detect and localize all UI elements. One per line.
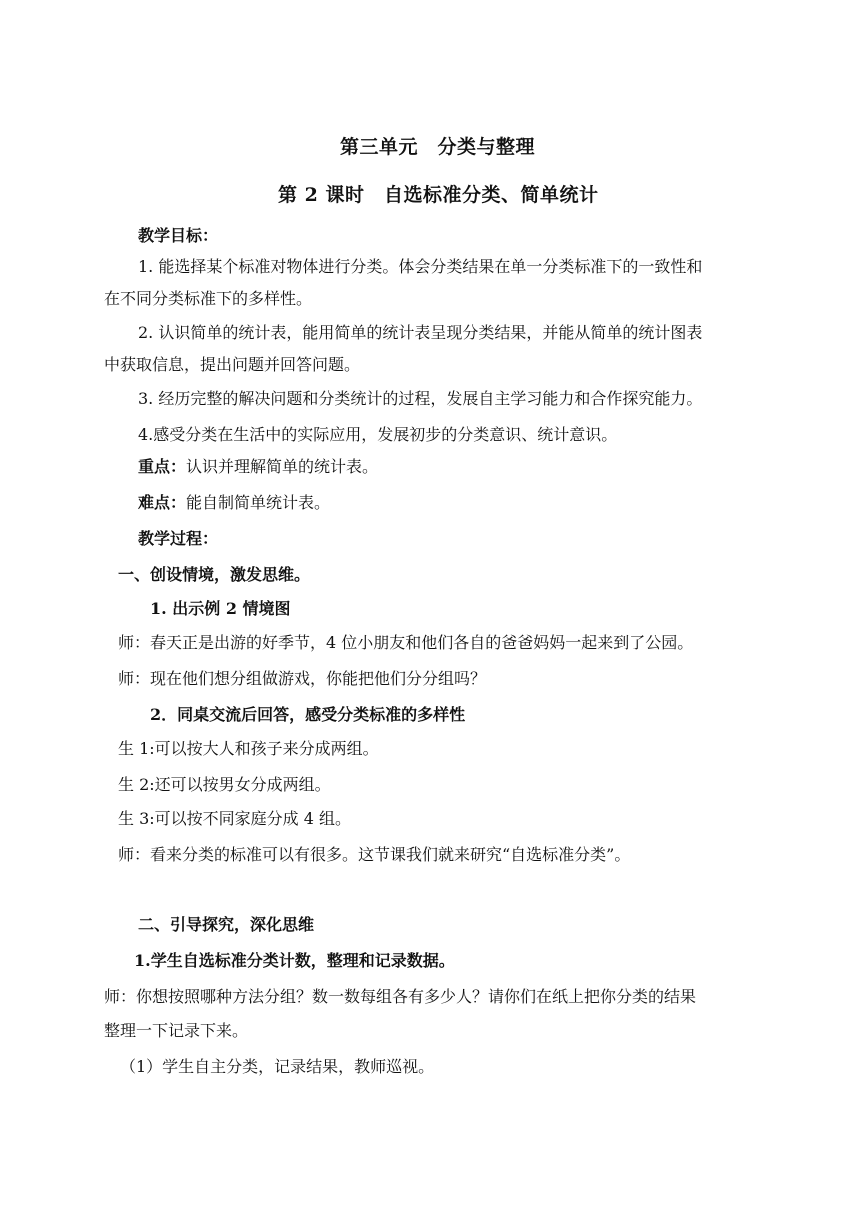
objective-1-line-1: 1. 能选择某个标准对物体进行分类。体会分类结果在单一分类标准下的一致性和 (138, 257, 703, 276)
process-heading: 教学过程： (138, 529, 219, 548)
section-1-heading: 一、创设情境，激发思维。 (118, 565, 311, 584)
key-point (138, 456, 378, 478)
objective-2-line-1: 2. 认识简单的统计表，能用简单的统计表呈现分类结果，并能从简单的统计图表 (138, 323, 703, 342)
objective-3: 3. 经历完整的解决问题和分类统计的过程，发展自主学习能力和合作探究能力。 (138, 389, 703, 408)
student-line-2: 生 2:还可以按男女分成两组。 (118, 775, 331, 794)
key-point-label: 重点： (138, 457, 187, 476)
section-1-item-1: 1. 出示例 2 情境图 (150, 599, 291, 618)
difficulty-label: 难点： (138, 493, 187, 512)
difficulty-text: 能自制简单统计表。 (186, 493, 331, 512)
objectives-heading: 教学目标： (138, 226, 219, 245)
teacher-line-1: 师：春天正是出游的好季节，4 位小朋友和他们各自的爸爸妈妈一起来到了公园。 (118, 633, 694, 652)
teacher-line-4-cont: 整理一下记录下来。 (104, 1021, 249, 1040)
lesson-title: 第 2 课时 自选标准分类、简单统计 (278, 184, 599, 206)
difficulty-point (138, 492, 330, 514)
section-2-item-1: 1.学生自选标准分类计数，整理和记录数据。 (134, 951, 455, 970)
section-1-item-2: 2．同桌交流后回答，感受分类标准的多样性 (150, 705, 466, 724)
section-2-heading: 二、引导探究，深化思维 (138, 915, 315, 934)
teacher-line-3: 师：看来分类的标准可以有很多。这节课我们就来研究“自选标准分类”。 (118, 845, 631, 864)
teacher-line-2: 师：现在他们想分组做游戏，你能把他们分分组吗？ (118, 669, 487, 688)
objective-4: 4.感受分类在生活中的实际应用，发展初步的分类意识、统计意识。 (138, 425, 618, 444)
objective-1-line-2: 在不同分类标准下的多样性。 (104, 289, 313, 308)
student-line-3: 生 3:可以按不同家庭分成 4 组。 (118, 809, 352, 828)
key-point-text: 认识并理解简单的统计表。 (186, 457, 379, 476)
section-2-sub-1: （1）学生自主分类，记录结果，教师巡视。 (120, 1057, 435, 1076)
teacher-line-4: 师：你想按照哪种方法分组？数一数每组各有多少人？请你们在纸上把你分类的结果 (104, 987, 697, 1006)
unit-title: 第三单元 分类与整理 (340, 136, 536, 158)
student-line-1: 生 1:可以按大人和孩子来分成两组。 (118, 739, 379, 758)
objective-2-line-2: 中获取信息，提出问题并回答问题。 (104, 355, 361, 374)
